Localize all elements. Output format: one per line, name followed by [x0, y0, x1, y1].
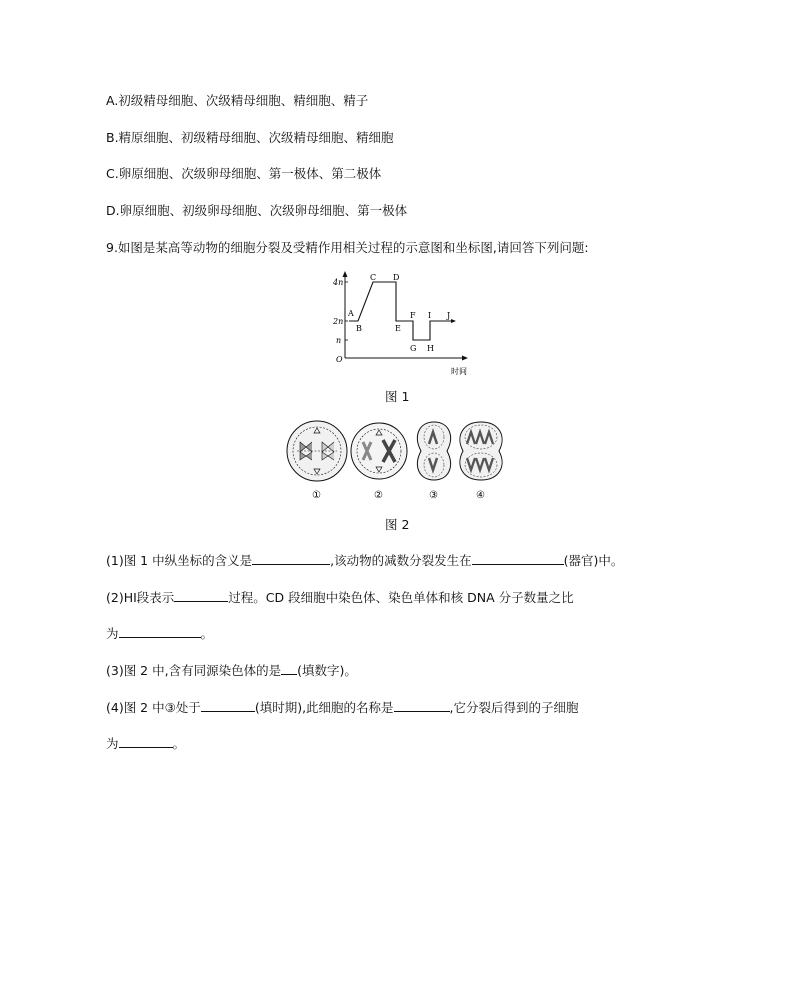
sub-question-2: (2)HI段表示 过程。CD 段细胞中染色体、染色单体和核 DNA 分子数量之比: [106, 590, 574, 605]
point-g-label: G: [410, 344, 417, 353]
figure-2-caption: 图 2: [385, 517, 410, 532]
figure-1-caption: 图 1: [385, 389, 410, 404]
point-h-label: H: [427, 344, 434, 353]
answer-blank-4b[interactable]: [394, 699, 450, 712]
answer-blank-4a[interactable]: [201, 699, 255, 712]
y-tick-4n: 4n: [333, 278, 344, 287]
question-9-stem: 9.如图是某高等动物的细胞分裂及受精作用相关过程的示意图和坐标图,请回答下列问题:: [106, 240, 589, 255]
cell-3-label: ③: [429, 490, 438, 501]
cell-4: [460, 422, 502, 480]
point-e-label: E: [395, 324, 401, 333]
option-a: A.初级精母细胞、次级精母细胞、精细胞、精子: [106, 93, 369, 108]
x-axis-label: 时间: [451, 367, 467, 376]
answer-blank-2b[interactable]: [119, 625, 201, 638]
curve-arrow: [451, 319, 456, 323]
y-tick-2n: 2n: [333, 317, 344, 326]
point-b-label: B: [356, 324, 362, 333]
option-b: B.精原细胞、初级精母细胞、次级精母细胞、精细胞: [106, 130, 394, 145]
figure-1-graph: [325, 268, 470, 380]
sub-question-4-cont: 为 。: [106, 736, 186, 751]
point-c-label: C: [370, 273, 377, 282]
cell-3: [417, 422, 450, 480]
figure-2-cells: [283, 418, 513, 503]
graph-curve: [349, 282, 453, 340]
cell-2-label: ②: [374, 490, 383, 501]
x-axis-arrow: [462, 356, 468, 361]
cell-1: [287, 421, 347, 481]
point-i-label: I: [428, 311, 432, 320]
sub-question-1: (1)图 1 中纵坐标的含义是 ,该动物的减数分裂发生在 (器官)中。: [106, 553, 624, 568]
cell-2: [351, 423, 407, 479]
answer-blank-1b[interactable]: [472, 552, 564, 565]
y-axis-arrow: [343, 271, 348, 277]
point-f-label: F: [410, 311, 416, 320]
sub-question-3: (3)图 2 中,含有同源染色体的是 (填数字)。: [106, 663, 357, 678]
option-d: D.卵原细胞、初级卵母细胞、次级卵母细胞、第一极体: [106, 203, 408, 218]
origin-label: O: [336, 355, 343, 364]
sub-question-4: (4)图 2 中③处于 (填时期),此细胞的名称是 ,它分裂后得到的子细胞: [106, 700, 579, 715]
cell-1-label: ①: [312, 490, 321, 501]
answer-blank-4c[interactable]: [119, 735, 173, 748]
sub-question-2-cont: 为 。: [106, 626, 214, 641]
y-tick-n: n: [336, 336, 342, 345]
option-c: C.卵原细胞、次级卵母细胞、第一极体、第二极体: [106, 166, 382, 181]
answer-blank-3[interactable]: [281, 662, 297, 675]
answer-blank-2a[interactable]: [174, 589, 228, 602]
point-d-label: D: [393, 273, 400, 282]
point-j-label: J: [447, 311, 451, 320]
point-a-label: A: [348, 309, 354, 318]
cell-4-label: ④: [476, 490, 485, 501]
answer-blank-1a[interactable]: [252, 552, 330, 565]
